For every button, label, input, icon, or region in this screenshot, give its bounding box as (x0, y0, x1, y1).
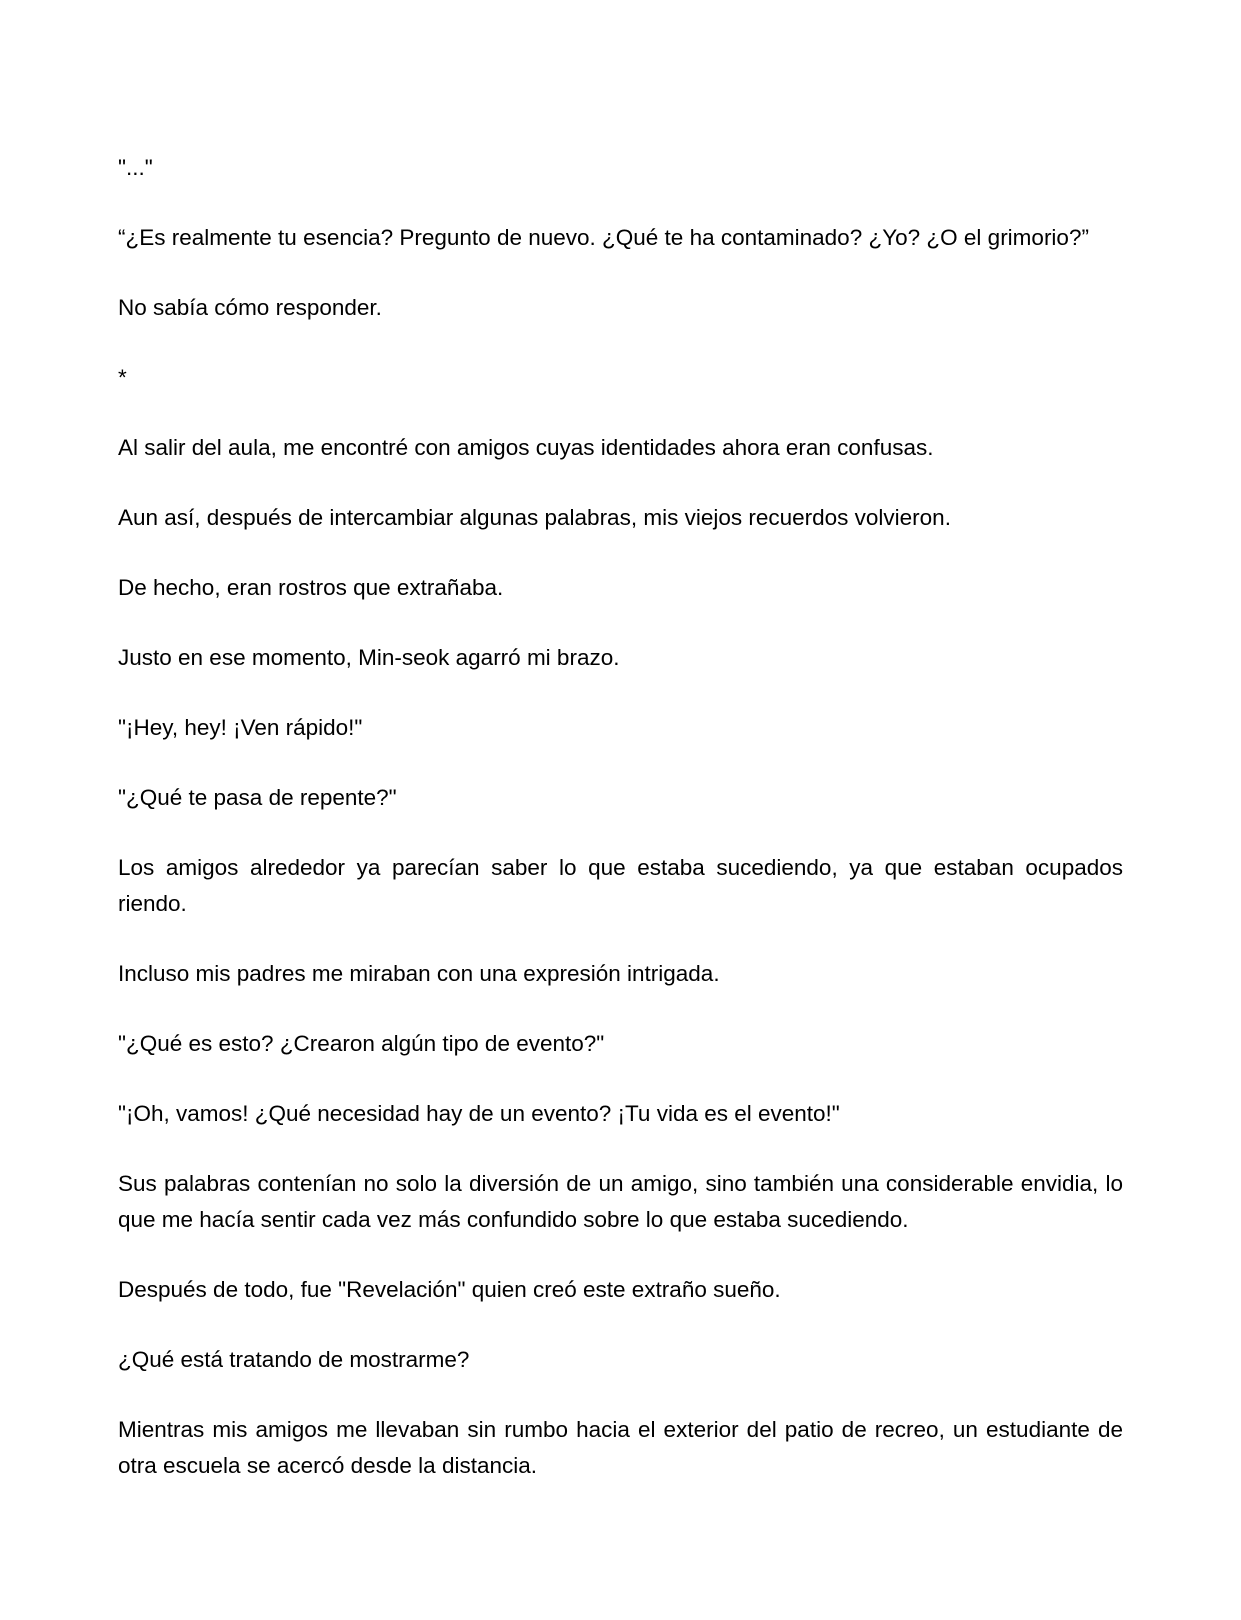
scene-break: * (118, 365, 127, 390)
paragraph: Sus palabras contenían no solo la diversión de un amigo, sino también una considerable envidia, lo que me hacía sentir cada vez más confundido sobre lo que estaba sucediendo. (118, 1171, 1123, 1232)
paragraph: “¿Es realmente tu esencia? Pregunto de nuevo. ¿Qué te ha contaminado? ¿Yo? ¿O el grimorio?” (118, 225, 1089, 250)
paragraph: "..." (118, 155, 153, 180)
paragraph: Incluso mis padres me miraban con una expresión intrigada. (118, 961, 720, 986)
paragraph: Justo en ese momento, Min-seok agarró mi brazo. (118, 645, 620, 670)
paragraph: Al salir del aula, me encontré con amigos cuyas identidades ahora eran confusas. (118, 435, 934, 460)
paragraph: Los amigos alrededor ya parecían saber lo que estaba sucediendo, ya que estaban ocupados riendo. (118, 855, 1123, 916)
paragraph: De hecho, eran rostros que extrañaba. (118, 575, 504, 600)
paragraph: Después de todo, fue "Revelación" quien creó este extraño sueño. (118, 1277, 781, 1302)
paragraph: "¡Hey, hey! ¡Ven rápido!" (118, 715, 363, 740)
paragraph: ¿Qué está tratando de mostrarme? (118, 1347, 470, 1372)
paragraph: Aun así, después de intercambiar algunas palabras, mis viejos recuerdos volvieron. (118, 505, 951, 530)
paragraph: "¡Oh, vamos! ¿Qué necesidad hay de un evento? ¡Tu vida es el evento!" (118, 1101, 840, 1126)
paragraph: No sabía cómo responder. (118, 295, 382, 320)
paragraph: Mientras mis amigos me llevaban sin rumbo hacia el exterior del patio de recreo, un estudiante de otra escuela se acercó desde la distancia. (118, 1417, 1123, 1478)
paragraph: "¿Qué es esto? ¿Crearon algún tipo de evento?" (118, 1031, 605, 1056)
paragraph: "¿Qué te pasa de repente?" (118, 785, 397, 810)
document-body (118, 150, 1123, 1518)
